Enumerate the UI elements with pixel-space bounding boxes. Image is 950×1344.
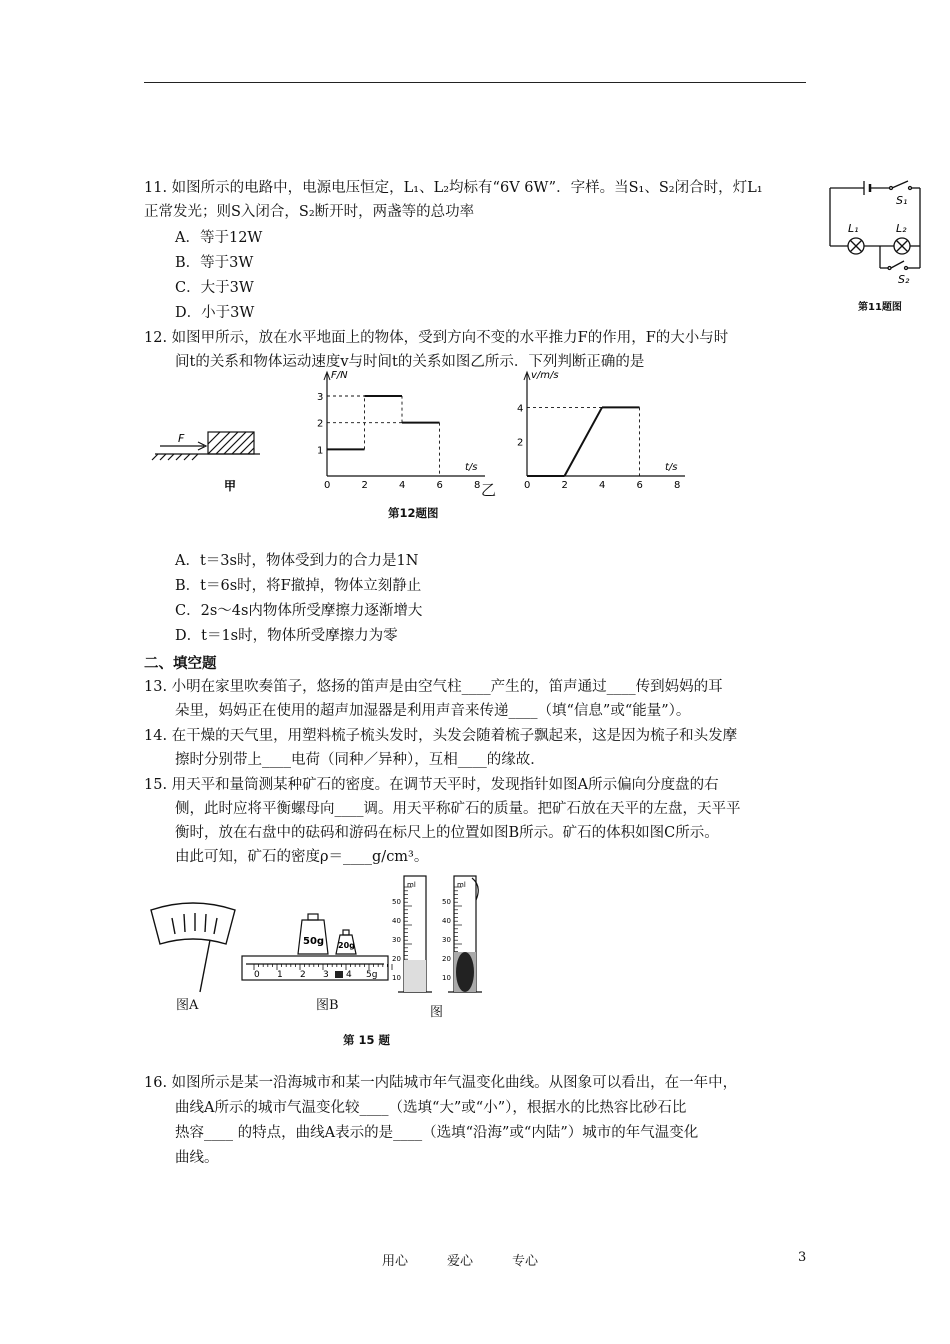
q12-v-t-chart [505,370,681,491]
cyl2-tick-20: 20 [442,955,451,963]
page-number: 3 [798,1250,807,1265]
s1-label: S₁ [896,194,908,207]
ore-in-cylinder [456,952,474,992]
vt-xtick-6: 6 [636,480,643,491]
vt-xtick-2: 2 [561,480,568,491]
cyl1-tick-30: 30 [392,936,401,944]
q15-fig-a-label: 图A [176,998,199,1013]
weight-20g: 20g [338,941,355,950]
footer-left: 用心 [382,1254,409,1269]
scale-label-2: 2 [300,970,306,980]
fig-jia-label: 甲 [224,479,237,493]
ft-ylabel: F/N [331,370,348,381]
q15-fig-a-dial [148,900,238,1000]
ft-xtick-8: 8 [474,480,481,491]
q11-option-a: A．等于12W [175,230,263,246]
q15-fig-b-scale [240,900,390,990]
q11-circuit-diagram [820,178,930,290]
cyl1-unit: ml [407,881,416,889]
scale-label-4: 4 [346,970,352,980]
vt-xlabel: t/s [665,462,678,473]
q12-option-d: D．t＝1s时，物体所受摩擦力为零 [175,628,398,644]
weight-50g: 50g [303,936,325,947]
scale-label-1: 1 [277,970,283,980]
footer-right: 专心 [512,1254,539,1269]
cyl2-tick-50: 50 [442,898,451,906]
q11-figure-caption: 第11题图 [858,302,902,313]
q15-line1: 15. 用天平和量筒测某种矿石的密度。在调节天平时，发现指针如图A所示偏向分度盘的右 [144,777,719,793]
q12-option-b: B．t＝6s时，将F撤掉，物体立刻静止 [175,578,422,594]
force-label: F [178,432,185,445]
fig-yi-label: 乙 [481,481,497,499]
water-left [404,960,426,992]
rider [335,971,343,978]
footer-middle: 爱心 [447,1254,474,1269]
vt-xtick-4: 4 [599,480,606,491]
q16-line4: 曲线。 [175,1150,219,1166]
q15-fig-c-label: 图 [430,1005,444,1020]
ft-xtick-2: 2 [361,480,368,491]
ft-xtick-4: 4 [399,480,406,491]
q13-line2: 朵里，妈妈正在使用的超声加湿器是利用声音来传递____（填“信息”或“能量”）。 [175,703,691,719]
cyl2-tick-10: 10 [442,974,451,982]
section-heading: 二、填空题 [144,656,217,672]
ft-xlabel: t/s [465,462,478,473]
cyl1-tick-40: 40 [392,917,401,925]
cyl1-tick-20: 20 [392,955,401,963]
cyl2-tick-40: 40 [442,917,451,925]
q11-stem-line2: 正常发光；则S入闭合，S₂断开时，两盏等的总功率 [144,204,475,220]
q12-stem-line1: 12. 如图甲所示，放在水平地面上的物体，受到方向不变的水平推力F的作用，F的大小与时 [144,330,729,346]
vt-ylabel: v/m/s [531,370,559,381]
cyl1-tick-10: 10 [392,974,401,982]
ft-ytick-3: 3 [317,392,324,403]
vt-xtick-0: 0 [524,480,531,491]
q12-option-c: C．2s～4s内物体所受摩擦力逐渐增大 [175,603,423,619]
q11-option-b: B．等于3W [175,255,254,271]
scale-label-5: 5g [366,970,378,980]
ft-xtick-6: 6 [436,480,443,491]
q14-line2: 擦时分别带上____电荷（同种／异种），互相____的缘故． [175,752,545,768]
q15-line3: 衡时，放在右盘中的砝码和游码在标尺上的位置如图B所示。矿石的体积如图C所示。 [175,825,719,841]
q12-stem-line2: 间t的关系和物体运动速度v与时间t的关系如图乙所示．下列判断正确的是 [175,354,645,370]
q12-figure-caption: 第12题图 [388,506,439,520]
cyl1-tick-50: 50 [392,898,401,906]
header-rule [144,82,806,83]
q12-f-t-chart [305,370,495,491]
q11-stem-line1: 11. 如图所示的电路中，电源电压恒定，L₁、L₂均标有“6V 6W”．字样。当S₁、S₂闭合时，灯L₁ [144,180,763,196]
l1-label: L₁ [848,222,859,235]
ft-ytick-1: 1 [317,445,324,457]
s2-label: S₂ [898,273,910,286]
q15-line4: 由此可知，矿石的密度ρ＝____g/cm³。 [175,849,429,865]
q12-option-a: A．t＝3s时，物体受到力的合力是1N [175,553,419,569]
ft-ytick-2: 2 [317,418,324,430]
ft-xtick-0: 0 [324,480,331,491]
vt-ytick-2: 2 [517,437,524,449]
q14-line1: 14. 在干燥的天气里，用塑料梳子梳头发时，头发会随着梳子飘起来，这是因为梳子和头发摩 [144,728,738,744]
q15-fig-c-cylinders [390,872,490,1002]
q15-figure-caption: 第 15 题 [343,1033,391,1047]
q15-line2: 侧，此时应将平衡螺母向____调。用天平称矿石的质量。把矿石放在天平的左盘，天平平 [175,801,741,817]
q16-line3: 热容____ 的特点，曲线A表示的是____（选填“沿海”或“内陆”）城市的年气温变化 [175,1125,699,1141]
scale-label-3: 3 [323,970,329,980]
q13-line1: 13. 小明在家里吹奏笛子，悠扬的笛声是由空气柱____产生的，笛声通过____传到妈妈的耳 [144,679,723,695]
cyl2-unit: ml [457,881,466,889]
scale-label-0: 0 [254,970,260,980]
vt-segment-2 [565,407,603,476]
l2-label: L₂ [896,222,907,235]
vt-ytick-4: 4 [517,403,524,415]
q11-option-c: C．大于3W [175,280,254,296]
vt-xtick-8: 8 [674,480,681,491]
q15-fig-b-label: 图B [316,998,339,1013]
q11-option-d: D．小于3W [175,305,255,321]
q16-line2: 曲线A所示的城市气温变化较____（选填“大”或“小”），根据水的比热容比砂石比 [175,1100,687,1116]
q16-line1: 16. 如图所示是某一沿海城市和某一内陆城市年气温变化曲线。从图象可以看出，在一年中， [144,1075,738,1091]
q12-fig-jia [150,420,265,510]
cyl2-tick-30: 30 [442,936,451,944]
